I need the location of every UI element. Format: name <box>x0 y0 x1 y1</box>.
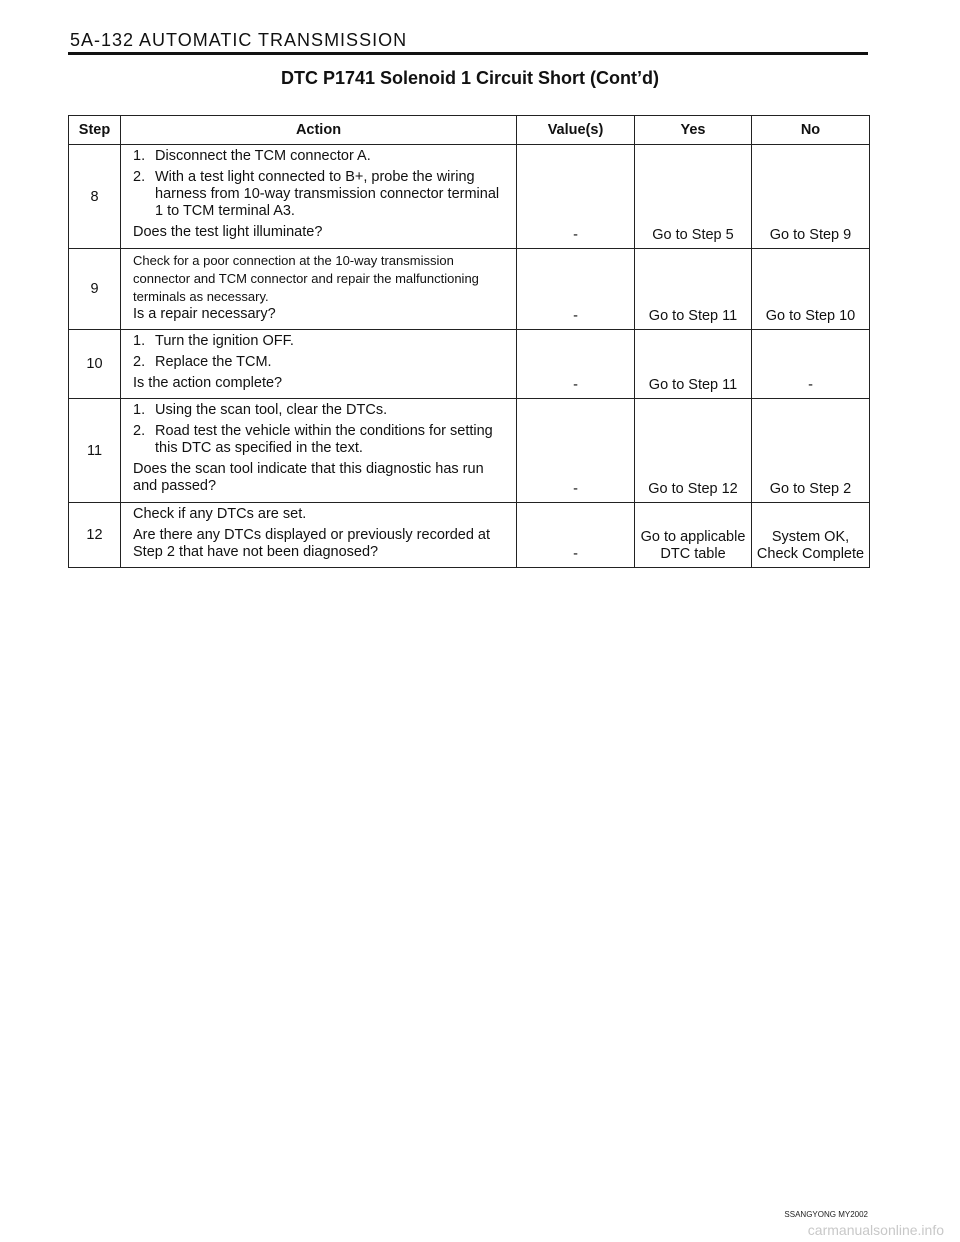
step-number: 9 <box>69 249 121 330</box>
table-header-row <box>69 116 870 145</box>
action-numbered-item <box>133 402 510 419</box>
no-cell: Go to Step 2 <box>752 399 870 503</box>
action-cell <box>121 330 517 399</box>
column-header-step: Step <box>69 116 121 145</box>
item-text: Road test the vehicle within the conditions for setting this DTC as specified in the text. <box>155 423 493 456</box>
item-text: With a test light connected to B+, probe the wiring harness from 10-way transmission connector terminal 1 to TCM terminal A3. <box>155 169 500 219</box>
yes-cell: Go to applicable DTC table <box>635 503 752 568</box>
action-text: Check if any DTCs are set. <box>133 506 307 522</box>
step-number: 10 <box>69 330 121 399</box>
table-row <box>69 399 870 503</box>
value-cell: - <box>517 249 635 330</box>
footer-model-note: SSANGYONG MY2002 <box>784 1210 868 1219</box>
table-row <box>69 249 870 330</box>
table-row <box>69 330 870 399</box>
table-row <box>69 145 870 249</box>
item-text: Turn the ignition OFF. <box>155 333 294 349</box>
action-cell <box>121 399 517 503</box>
table-row <box>69 503 870 568</box>
page-title: DTC P1741 Solenoid 1 Circuit Short (Cont’d) <box>280 68 660 88</box>
section-header: 5A-132 AUTOMATIC TRANSMISSION <box>70 30 408 50</box>
item-number: 2. <box>133 169 146 185</box>
action-numbered-item <box>133 148 510 165</box>
action-text: Is a repair necessary? <box>133 306 276 322</box>
column-header-yes: Yes <box>635 116 752 145</box>
diagnostic-table <box>68 115 870 568</box>
action-text: Is the action complete? <box>133 375 283 391</box>
value-cell: - <box>517 399 635 503</box>
action-text: Are there any DTCs displayed or previously recorded at Step 2 that have not been diagnosed? <box>133 527 491 560</box>
item-number: 1. <box>133 402 146 418</box>
action-numbered-item <box>133 354 510 371</box>
watermark: carmanualsonline.info <box>807 1222 944 1238</box>
column-header-no: No <box>752 116 870 145</box>
action-numbered-item <box>133 169 510 220</box>
yes-cell: Go to Step 5 <box>635 145 752 249</box>
item-text: Disconnect the TCM connector A. <box>155 148 371 164</box>
value-cell: - <box>517 330 635 399</box>
yes-cell: Go to Step 12 <box>635 399 752 503</box>
no-cell: Go to Step 9 <box>752 145 870 249</box>
step-number: 12 <box>69 503 121 568</box>
item-number: 1. <box>133 333 146 349</box>
table-body <box>69 145 870 568</box>
column-header-action: Action <box>121 116 517 145</box>
item-text: Replace the TCM. <box>155 354 272 370</box>
no-cell: Go to Step 10 <box>752 249 870 330</box>
column-header-values: Value(s) <box>517 116 635 145</box>
action-text: Does the scan tool indicate that this diagnostic has run and passed? <box>133 461 484 494</box>
no-cell: - <box>752 330 870 399</box>
value-cell: - <box>517 145 635 249</box>
action-cell <box>121 249 517 330</box>
no-cell: System OK, Check Complete <box>752 503 870 568</box>
yes-cell: Go to Step 11 <box>635 249 752 330</box>
header-rule <box>68 52 868 55</box>
action-numbered-item <box>133 333 510 350</box>
item-number: 2. <box>133 354 146 370</box>
item-text: Using the scan tool, clear the DTCs. <box>155 402 388 418</box>
value-cell: - <box>517 503 635 568</box>
action-cell <box>121 503 517 568</box>
step-number: 11 <box>69 399 121 503</box>
action-cell <box>121 145 517 249</box>
action-text: Check for a poor connection at the 10-way transmission connector and TCM connector and repair the malfunctioning terminals as necessary. <box>133 253 479 304</box>
item-number: 1. <box>133 148 146 164</box>
step-number: 8 <box>69 145 121 249</box>
item-number: 2. <box>133 423 146 439</box>
action-numbered-item <box>133 423 510 457</box>
action-text: Does the test light illuminate? <box>133 224 323 240</box>
yes-cell: Go to Step 11 <box>635 330 752 399</box>
